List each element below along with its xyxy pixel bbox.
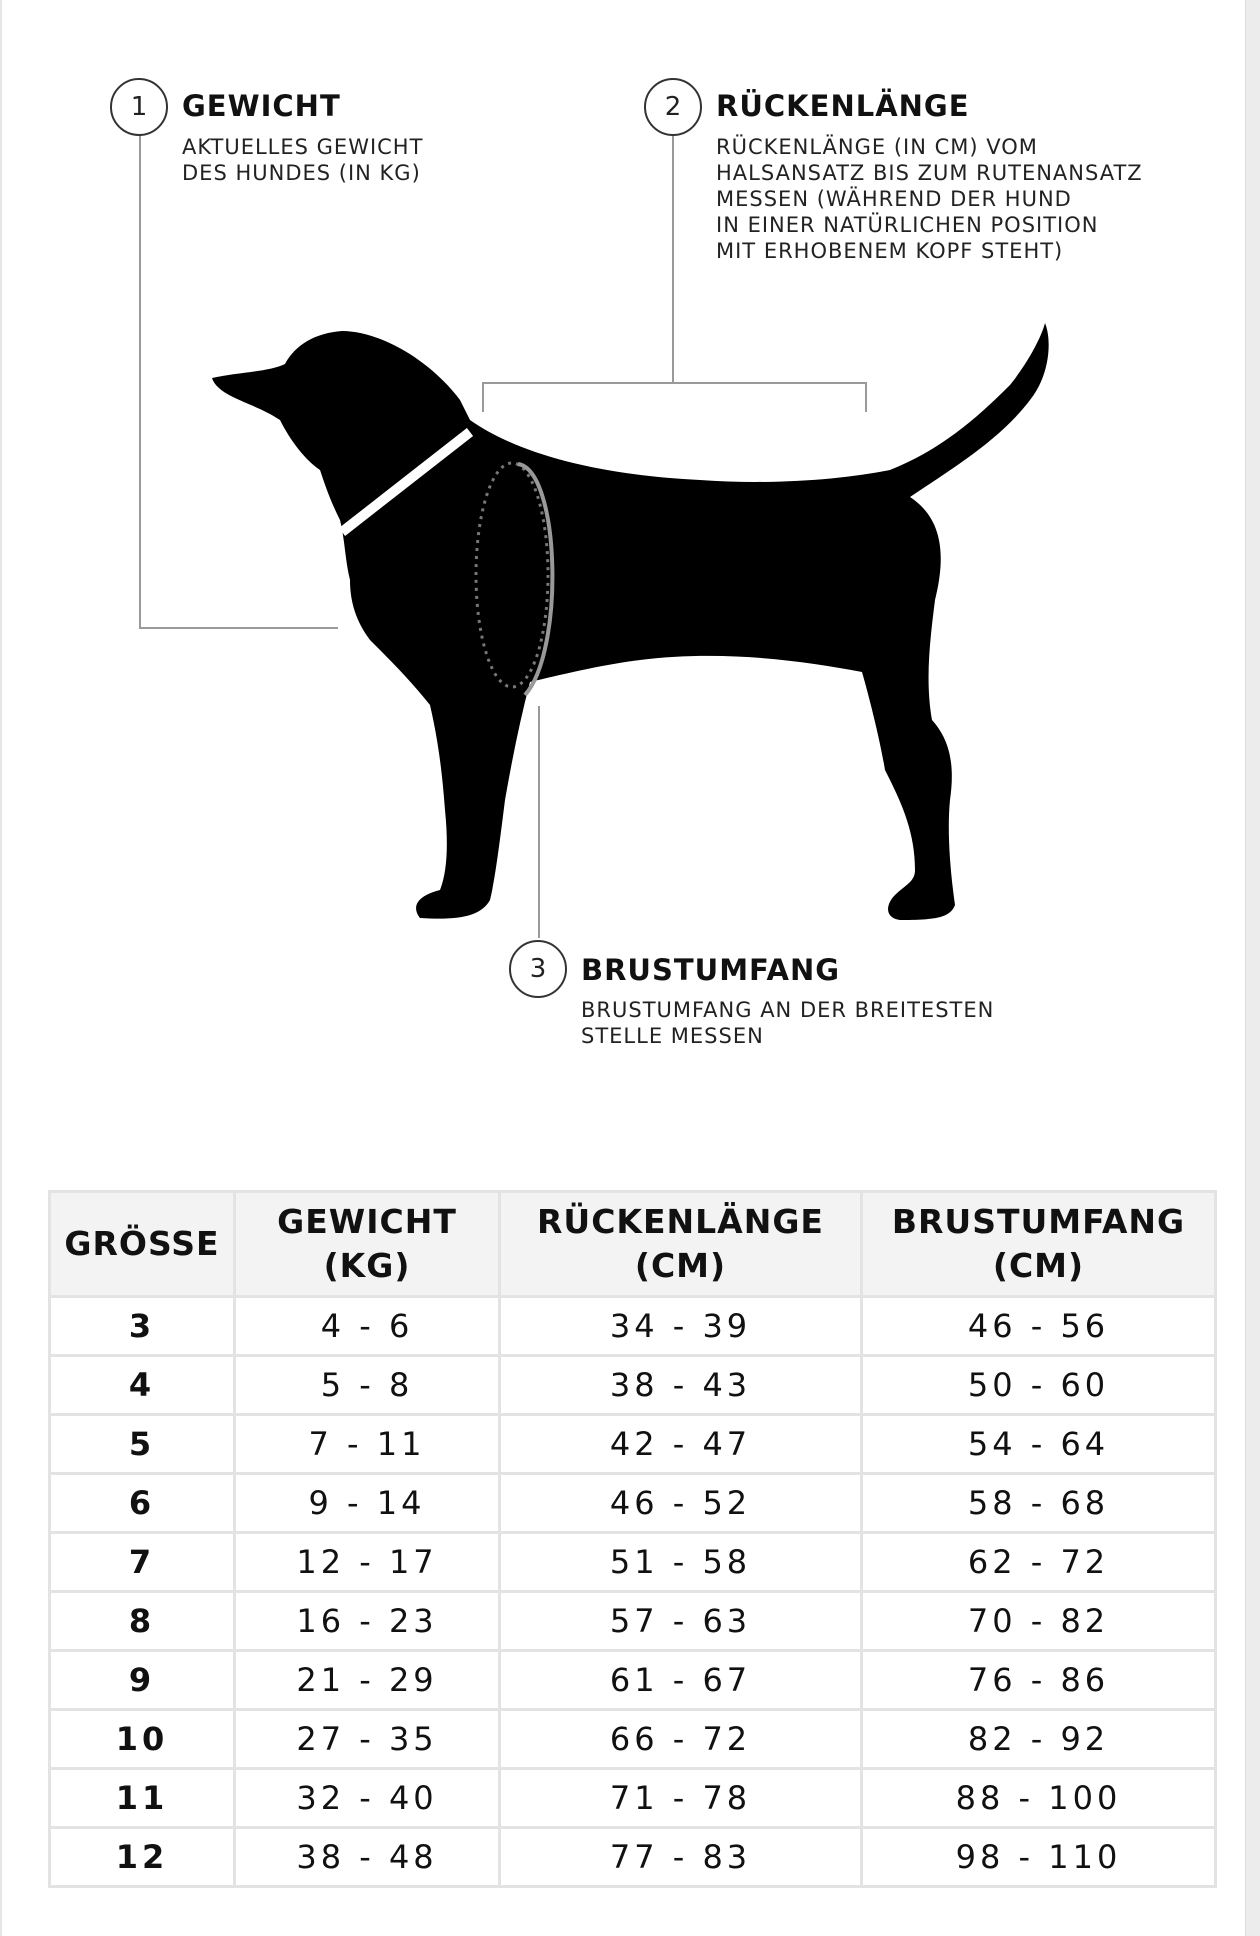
table-row	[50, 1828, 1216, 1887]
table-row	[50, 1356, 1216, 1415]
table-row	[50, 1710, 1216, 1769]
cell-size: 9	[50, 1651, 235, 1710]
cell-size: 12	[50, 1828, 235, 1887]
header-weight	[235, 1192, 500, 1297]
table-row	[50, 1769, 1216, 1828]
cell-back-length: 77 - 83	[500, 1828, 862, 1887]
cell-chest: 62 - 72	[862, 1533, 1216, 1592]
table-row	[50, 1415, 1216, 1474]
cell-size: 8	[50, 1592, 235, 1651]
cell-chest: 50 - 60	[862, 1356, 1216, 1415]
cell-back-length: 66 - 72	[500, 1710, 862, 1769]
table-row	[50, 1651, 1216, 1710]
cell-weight: 21 - 29	[235, 1651, 500, 1710]
header-weight-unit: (KG)	[323, 1246, 411, 1285]
scrollbar-track[interactable]	[1245, 0, 1260, 1936]
callout-number-weight: 1	[110, 78, 168, 136]
cell-chest: 70 - 82	[862, 1592, 1216, 1651]
cell-size: 4	[50, 1356, 235, 1415]
header-weight-label: GEWICHT	[277, 1202, 457, 1241]
header-size-label: GRÖSSE	[64, 1224, 220, 1263]
header-back-length	[500, 1192, 862, 1297]
cell-chest: 46 - 56	[862, 1297, 1216, 1356]
cell-weight: 5 - 8	[235, 1356, 500, 1415]
cell-back-length: 61 - 67	[500, 1651, 862, 1710]
cell-weight: 38 - 48	[235, 1828, 500, 1887]
cell-size: 5	[50, 1415, 235, 1474]
cell-weight: 12 - 17	[235, 1533, 500, 1592]
cell-weight: 27 - 35	[235, 1710, 500, 1769]
callout-title-chest: BRUSTUMFANG	[581, 953, 841, 987]
cell-back-length: 34 - 39	[500, 1297, 862, 1356]
cell-size: 3	[50, 1297, 235, 1356]
cell-size: 7	[50, 1533, 235, 1592]
header-chest-unit: (CM)	[992, 1246, 1085, 1285]
cell-chest: 82 - 92	[862, 1710, 1216, 1769]
cell-weight: 16 - 23	[235, 1592, 500, 1651]
header-back-length-label: RÜCKENLÄNGE	[537, 1202, 824, 1241]
cell-back-length: 46 - 52	[500, 1474, 862, 1533]
cell-size: 11	[50, 1769, 235, 1828]
callout-desc-chest: BRUSTUMFANG AN DER BREITESTEN STELLE MESSEN	[581, 998, 995, 1048]
callout-desc-back-length: RÜCKENLÄNGE (IN CM) VOM HALSANSATZ BIS ZUM RUTENANSATZ MESSEN (WÄHREND DER HUND IN EINER NATÜRLICHEN POSITION MIT ERHOBENEM KOPF STEHT)	[716, 135, 1143, 263]
header-back-length-unit: (CM)	[634, 1246, 727, 1285]
cell-weight: 4 - 6	[235, 1297, 500, 1356]
cell-back-length: 57 - 63	[500, 1592, 862, 1651]
cell-chest: 98 - 110	[862, 1828, 1216, 1887]
table-row	[50, 1297, 1216, 1356]
header-chest	[862, 1192, 1216, 1297]
dog-silhouette	[212, 323, 1049, 920]
callout-number-back-length: 2	[644, 78, 702, 136]
cell-size: 10	[50, 1710, 235, 1769]
header-size	[50, 1192, 235, 1297]
callout-title-back-length: RÜCKENLÄNGE	[716, 89, 970, 123]
header-chest-label: BRUSTUMFANG	[891, 1202, 1186, 1241]
cell-chest: 54 - 64	[862, 1415, 1216, 1474]
cell-chest: 76 - 86	[862, 1651, 1216, 1710]
cell-chest: 88 - 100	[862, 1769, 1216, 1828]
back-length-bracket	[483, 383, 866, 412]
table-header-row	[50, 1192, 1216, 1297]
cell-back-length: 42 - 47	[500, 1415, 862, 1474]
cell-back-length: 71 - 78	[500, 1769, 862, 1828]
cell-back-length: 38 - 43	[500, 1356, 862, 1415]
callout-desc-weight: AKTUELLES GEWICHT DES HUNDES (IN KG)	[182, 135, 424, 185]
size-table	[48, 1190, 1217, 1888]
table-row	[50, 1592, 1216, 1651]
cell-weight: 7 - 11	[235, 1415, 500, 1474]
cell-size: 6	[50, 1474, 235, 1533]
callout-title-weight: GEWICHT	[182, 89, 341, 123]
table-row	[50, 1474, 1216, 1533]
cell-weight: 9 - 14	[235, 1474, 500, 1533]
cell-chest: 58 - 68	[862, 1474, 1216, 1533]
cell-weight: 32 - 40	[235, 1769, 500, 1828]
table-row	[50, 1533, 1216, 1592]
cell-back-length: 51 - 58	[500, 1533, 862, 1592]
callout-number-chest: 3	[509, 940, 567, 998]
